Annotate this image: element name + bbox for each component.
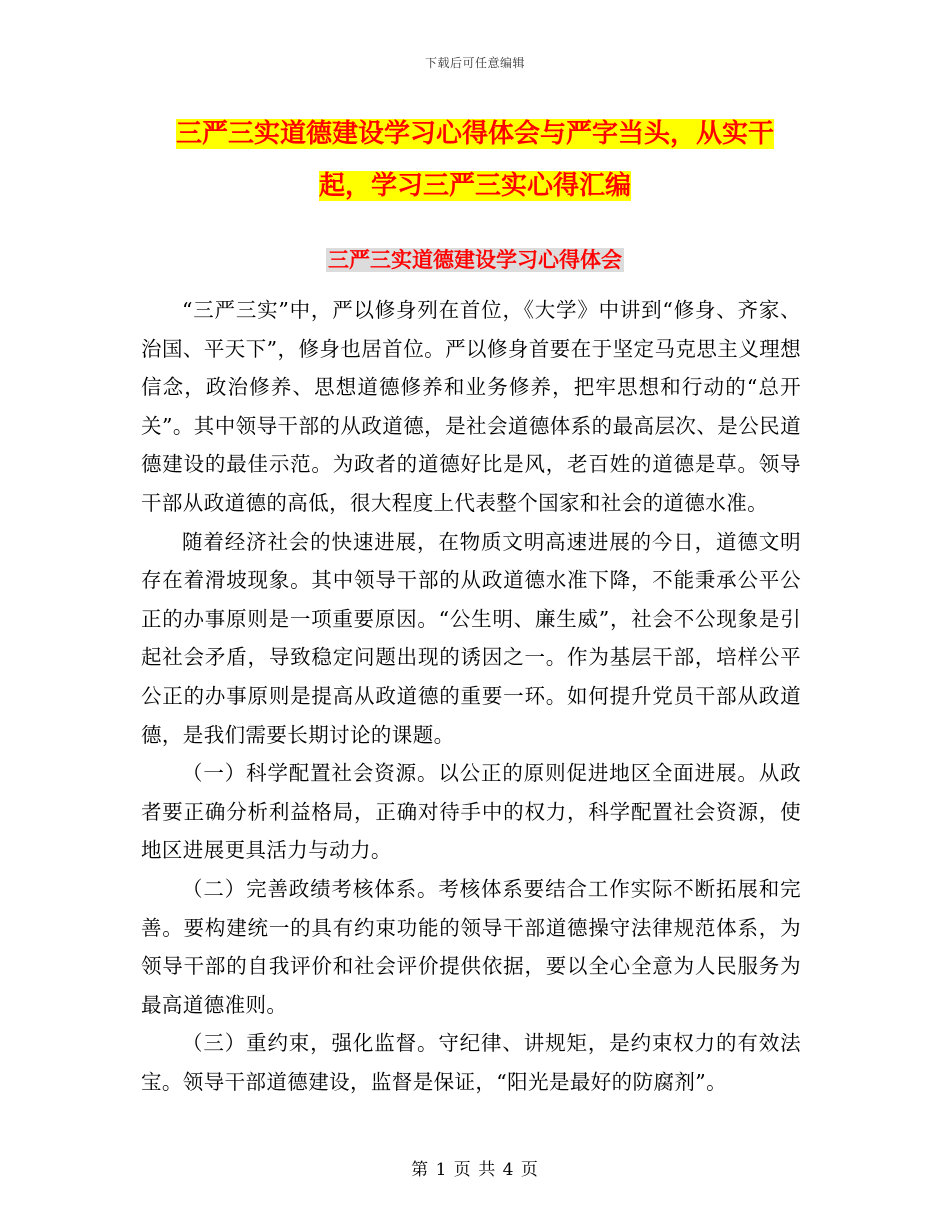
- section-title: 三严三实道德建设学习心得体会: [328, 248, 622, 272]
- body-text: [141, 291, 801, 1101]
- title-line-1: 三严三实道德建设学习心得体会与严字当头，从实干: [175, 119, 774, 149]
- section-heading: [0, 244, 950, 276]
- paragraph: “三严三实”中，严以修身列在首位，《大学》中讲到“修身、齐家、治国、平天下”，修身也居首位。严以修身首要在于坚定马克思主义理想信念，政治修养、思想道德修养和业务修养，把牢思想和行动的“总开关”。其中领导干部的从政道德，是社会道德体系的最高层次、是公民道德建设的最佳示范。为政者的道德好比是风，老百姓的道德是草。领导干部从政道德的高低，很大程度上代表整个国家和社会的道德水准。: [141, 298, 801, 515]
- paragraph: （二）完善政绩考核体系。考核体系要结合工作实际不断拓展和完善。要构建统一的具有约束功能的领导干部道德操守法律规范体系，为领导干部的自我评价和社会评价提供依据，要以全心全意为人民服务为最高道德准则。: [141, 876, 801, 1017]
- title-line-2: 起，学习三严三实心得汇编: [318, 171, 631, 201]
- document-title: [140, 108, 810, 212]
- header-note: 下载后可任意编辑: [424, 56, 525, 70]
- page-number: 第 1 页 共 4 页: [411, 1160, 539, 1180]
- paragraph: 随着经济社会的快速进展，在物质文明高速进展的今日，道德文明存在着滑坡现象。其中领导干部的从政道德水准下降，不能秉承公平公正的办事原则是一项重要原因。“公生明、廉生威”，社会不公现象是引起社会矛盾，导致稳定问题出现的诱因之一。作为基层干部，培样公平公正的办事原则是提高从政道德的重要一环。如何提升党员干部从政道德，是我们需要长期讨论的课题。: [141, 529, 801, 747]
- paragraph: （三）重约束，强化监督。守纪律、讲规矩，是约束权力的有效法宝。领导干部道德建设，监督是保证，“阳光是最好的防腐剂”。: [141, 1031, 801, 1094]
- paragraph: （一）科学配置社会资源。以公正的原则促进地区全面进展。从政者要正确分析利益格局，正确对待手中的权力，科学配置社会资源，使地区进展更具活力与动力。: [141, 761, 801, 863]
